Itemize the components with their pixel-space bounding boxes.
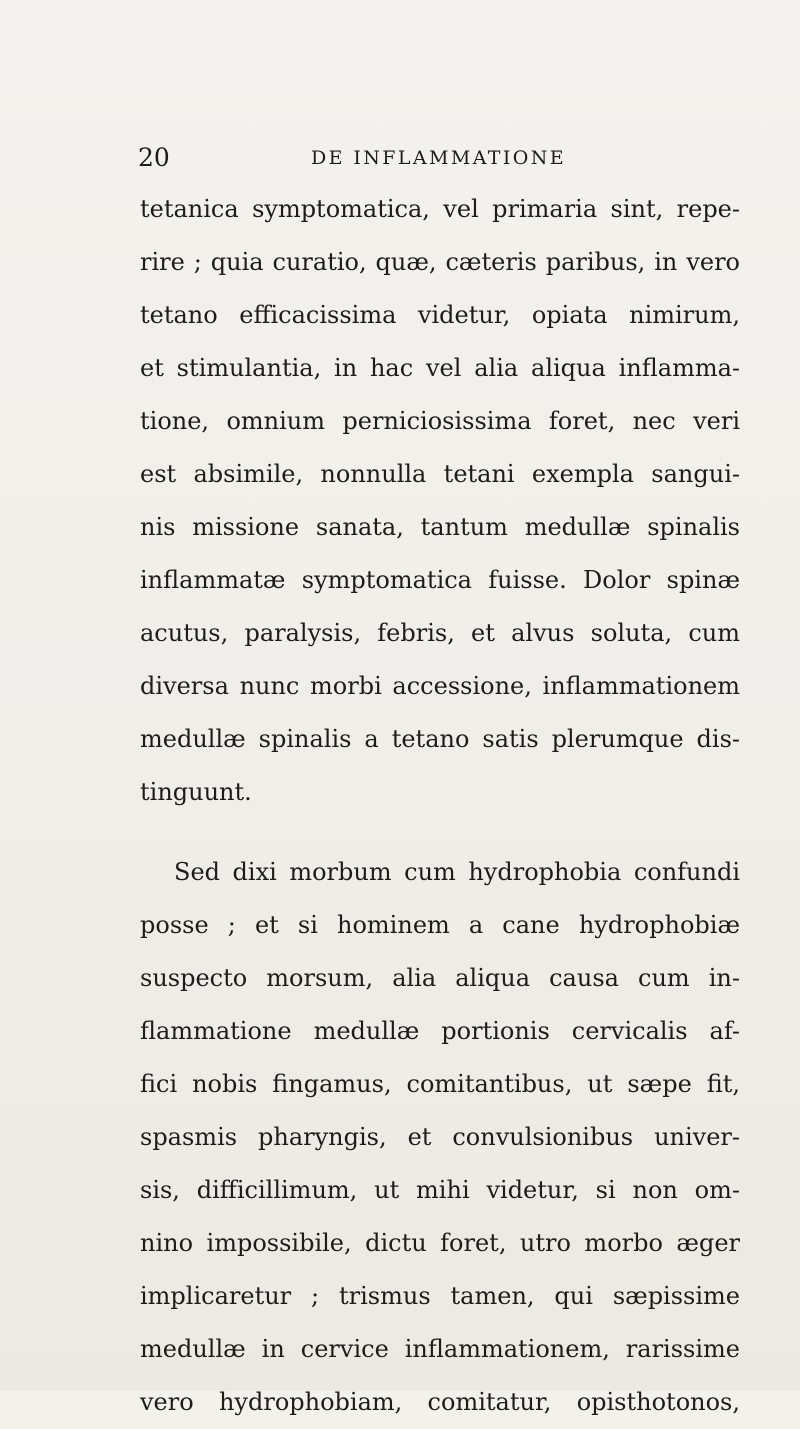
paragraph [140, 183, 740, 819]
text-line: sis, difficillimum, ut mihi videtur, si non om- [140, 1176, 740, 1204]
text-line: posse ; et si hominem a cane hydrophobiæ [140, 911, 740, 939]
paragraph-gap [140, 819, 740, 846]
text-line: flammatione medullæ portionis cervicalis af- [140, 1017, 740, 1045]
page-header [138, 138, 738, 178]
text-line: acutus, paralysis, febris, et alvus soluta, cum [140, 619, 740, 647]
paragraph [140, 846, 740, 1429]
text-line: et stimulantia, in hac vel alia aliqua inflamma- [140, 354, 740, 382]
text-line: est absimile, nonnulla tetani exempla sangui- [140, 460, 740, 488]
text-line: rire ; quia curatio, quæ, cæteris paribus, in vero [140, 248, 740, 276]
text-line: tetano efficacissima videtur, opiata nimirum, [140, 301, 740, 329]
text-line: implicaretur ; trismus tamen, qui sæpissime [140, 1282, 740, 1310]
text-line: tinguunt. [140, 778, 252, 806]
text-line: vero hydrophobiam, comitatur, opisthotonos, [140, 1388, 740, 1416]
text-line: spasmis pharyngis, et convulsionibus univer- [140, 1123, 740, 1151]
text-line: tetanica symptomatica, vel primaria sint, repe- [140, 195, 740, 223]
text-line: suspecto morsum, alia aliqua causa cum in- [140, 964, 740, 992]
text-line: Sed dixi morbum cum hydrophobia confundi [174, 858, 740, 886]
text-line: tione, omnium perniciosissima foret, nec veri [140, 407, 740, 435]
text-line: medullæ spinalis a tetano satis plerumque dis- [140, 725, 740, 753]
text-line: fici nobis fingamus, comitantibus, ut sæpe fit, [140, 1070, 740, 1098]
text-line: nis missione sanata, tantum medullæ spinalis [140, 513, 740, 541]
body-text [140, 183, 740, 1429]
text-line: nino impossibile, dictu foret, utro morbo æger [140, 1229, 740, 1257]
text-line: inflammatæ symptomatica fuisse. Dolor spinæ [140, 566, 740, 594]
text-line: diversa nunc morbi accessione, inflammationem [140, 672, 740, 700]
text-line: medullæ in cervice inflammationem, rarissime [140, 1335, 740, 1363]
running-head: DE INFLAMMATIONE [311, 147, 567, 169]
page-number: 20 [138, 143, 170, 172]
